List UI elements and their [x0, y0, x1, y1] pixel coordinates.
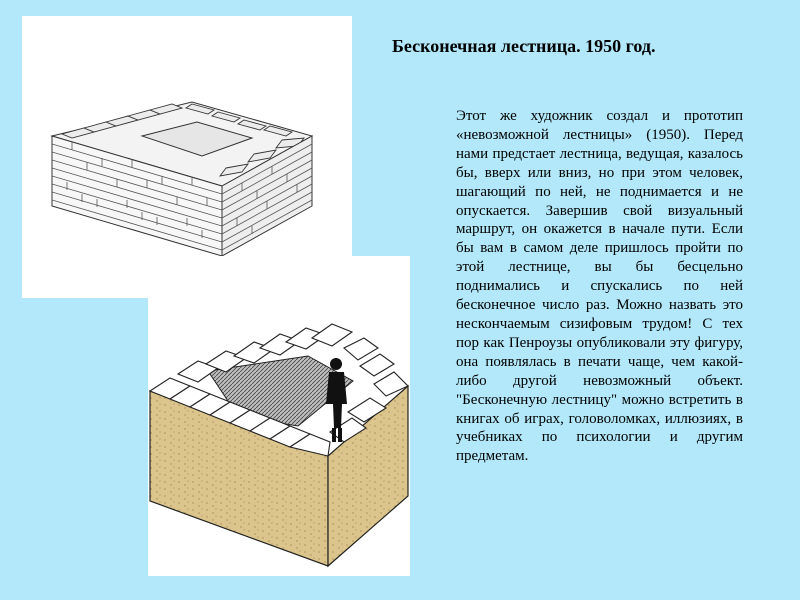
slide-title: Бесконечная лестница. 1950 год. [392, 36, 656, 56]
staircase-brick-drawing [148, 256, 410, 576]
staircase-drawing-bottom [148, 256, 410, 576]
slide-paragraph: Этот же художник создал и прототип «невозможной лестницы» (1950). Перед нами предстает лестница, ведущая, казалось бы, вверх или вниз, но при этом человек, шагающий по ней, не поднимается и не опускается. Завершив свой визуальный маршрут, он окажется в начале пути. Если бы вам в самом деле пришлось пройти по этой лестнице, вы бы бесцельно поднимались и спускались по ней бесконечное число раз. Можно назвать это нескончаемым сизифовым трудом! С тех пор как Пенроузы опубликовали эту фигуру, она появлялась в печати чаще, чем какой-либо другой невозможный объект. "Бесконечную лестницу" можно встретить в книгах об играх, головоломках, иллюзиях, в учебниках по психологии и другим предметам. [456, 108, 743, 465]
